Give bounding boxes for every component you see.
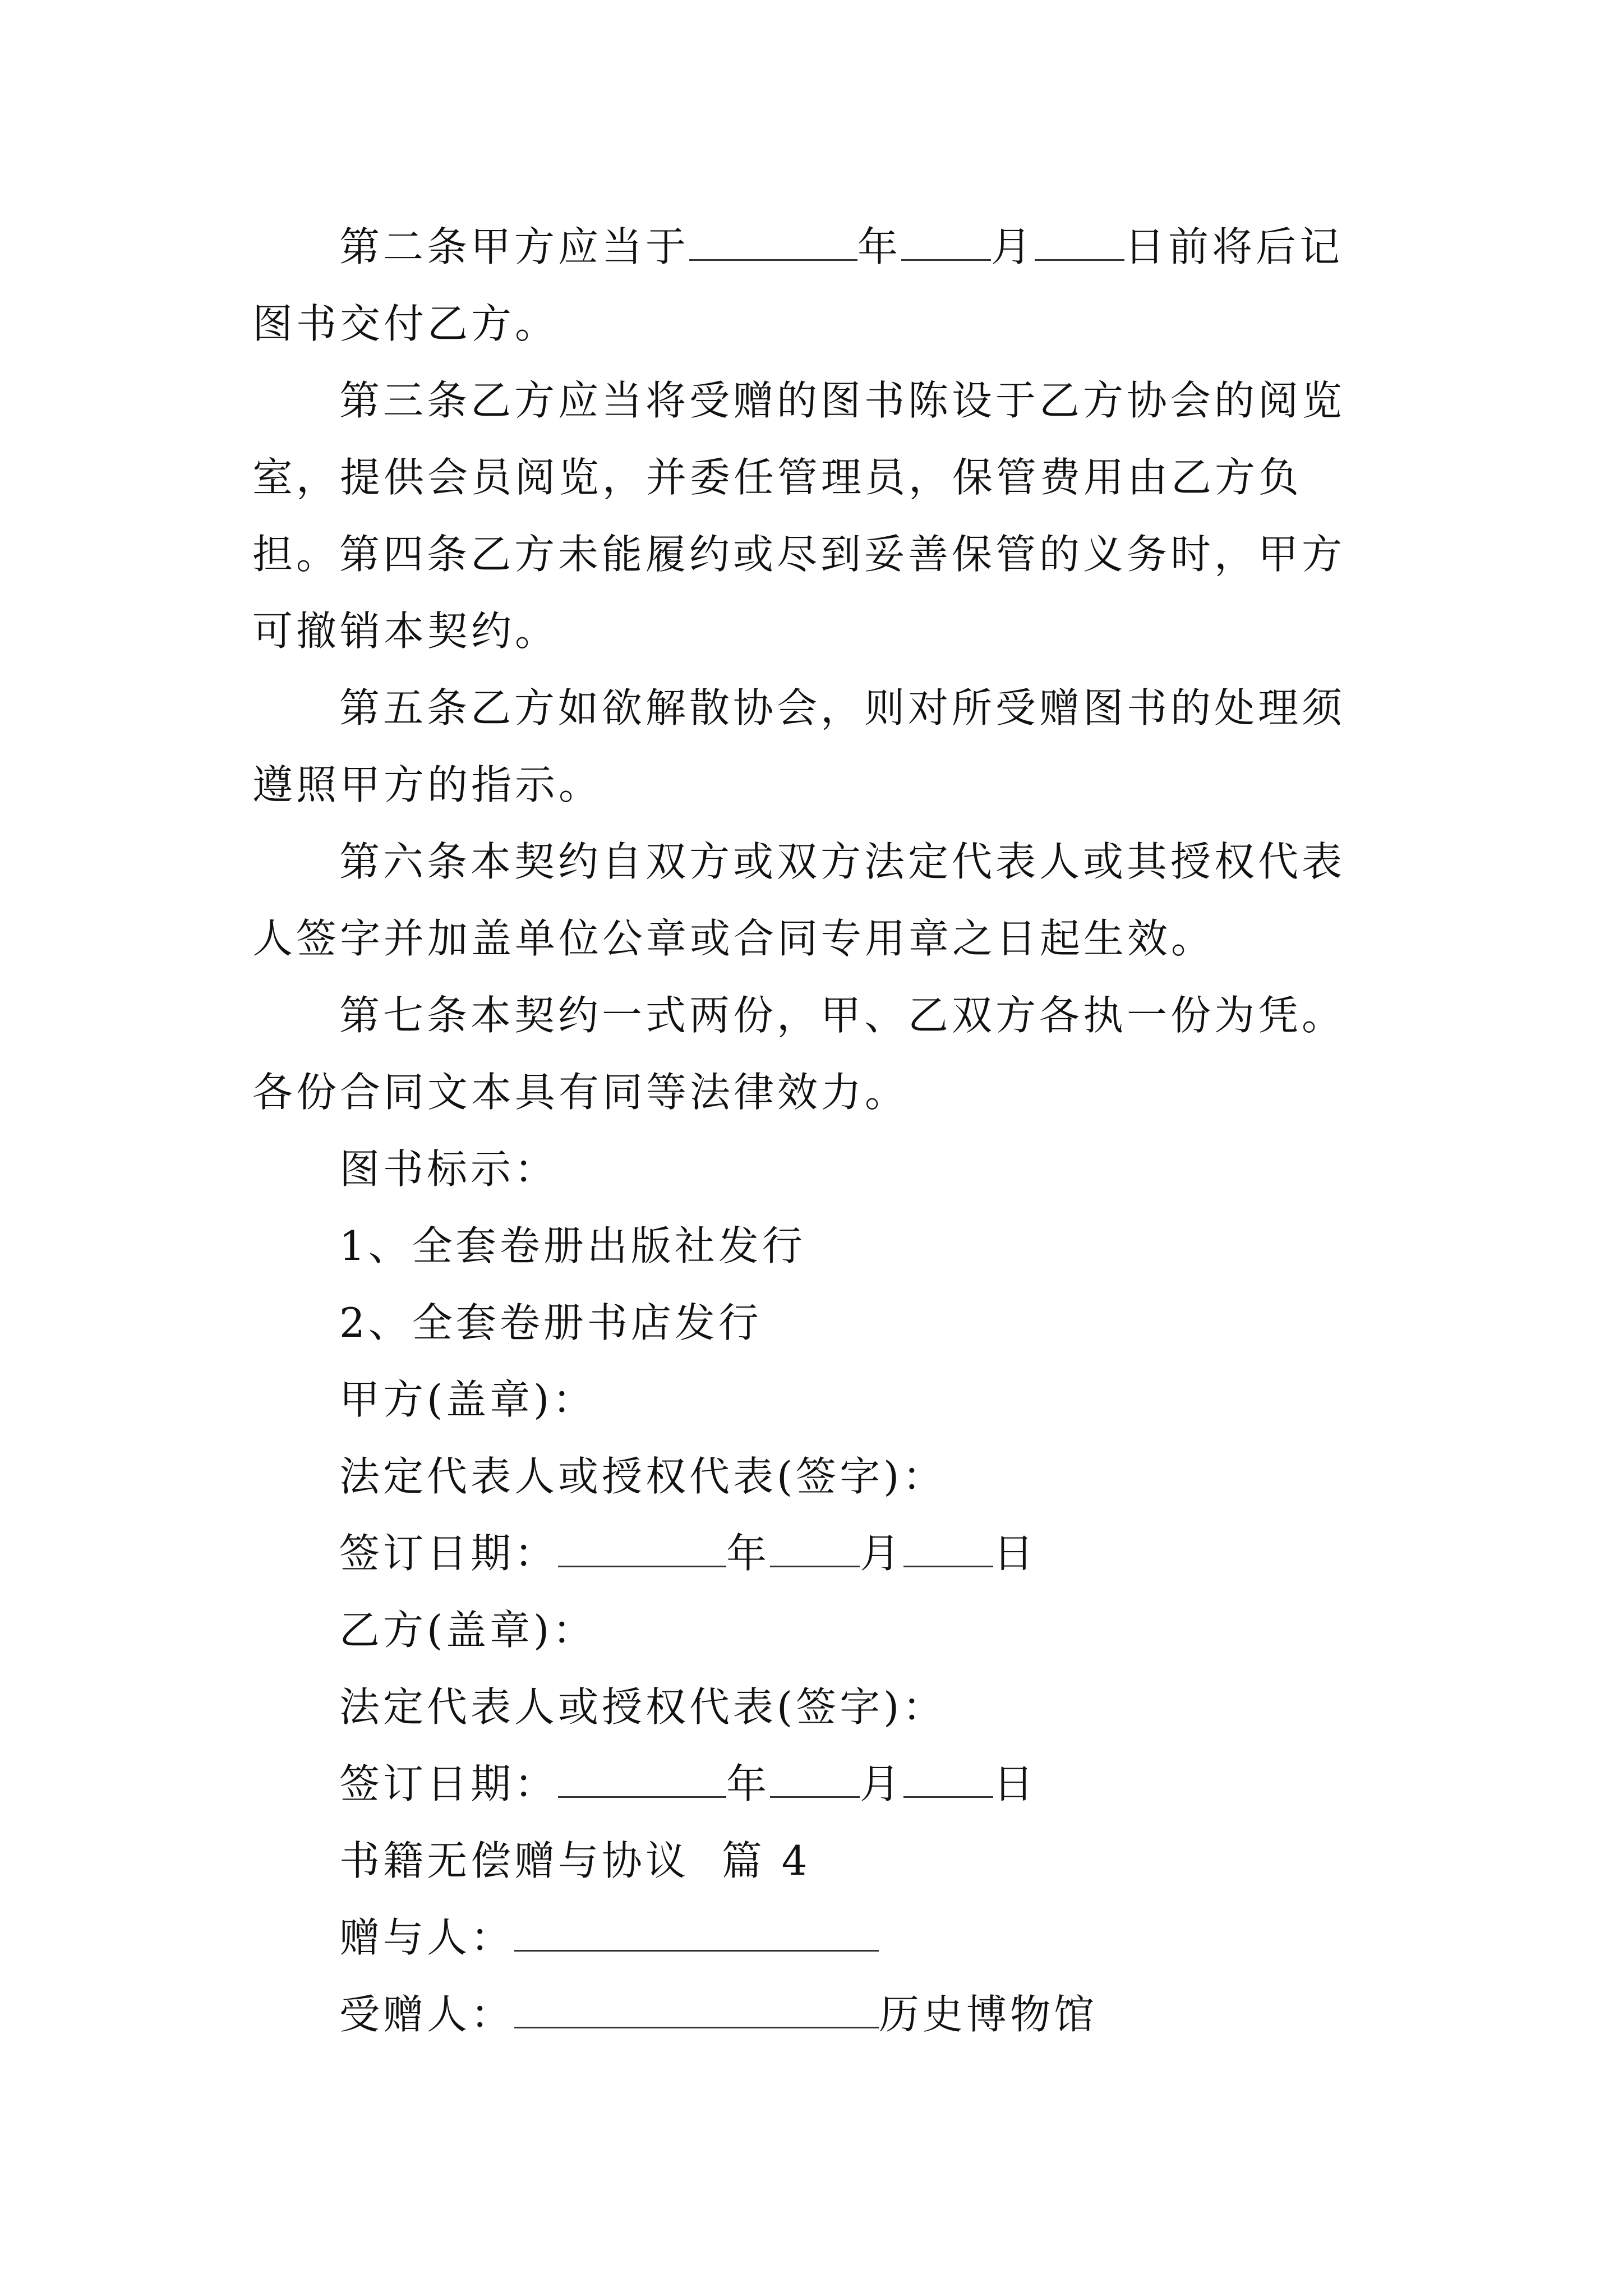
party-b-representative: 法定代表人或授权代表(签字)：: [339, 1683, 947, 1731]
day-blank[interactable]: [903, 1533, 993, 1567]
article-4: 第四条乙方未能履约或尽到妥善保管的义务时，甲方可撤销本契约。: [252, 531, 1346, 655]
book-list-item: 2、全套卷册书店发行: [339, 1299, 762, 1346]
book-list-heading: 图书标示：: [339, 1145, 559, 1193]
party-b-sign-date: 签订日期： 年 月 日: [339, 1760, 1038, 1807]
month-blank[interactable]: [901, 227, 991, 261]
article-3: 第三条乙方应当将受赠的图书陈设于乙方协会的阅览室，提供会员阅览，并委任管理员，保管费用由乙方负担。: [252, 377, 1346, 578]
year-blank[interactable]: [558, 1533, 726, 1567]
party-a-representative: 法定代表人或授权代表(签字)：: [339, 1453, 947, 1500]
month-blank[interactable]: [770, 1533, 860, 1567]
article-6: 第六条本契约自双方或双方法定代表人或其授权代表人签字并加盖单位公章或合同专用章之日起生效。: [252, 838, 1346, 962]
party-a-sign-date: 签订日期： 年 月 日: [339, 1530, 1038, 1577]
year-blank[interactable]: [558, 1764, 726, 1798]
article-5: 第五条乙方如欲解散协会，则对所受赠图书的处理须遵照甲方的指示。: [252, 684, 1346, 808]
book-list-item: 1、全套卷册出版社发行: [339, 1222, 806, 1269]
day-blank[interactable]: [903, 1764, 993, 1798]
year-blank[interactable]: [689, 227, 857, 261]
donee-blank[interactable]: [514, 1994, 879, 2028]
article-2: 第二条甲方应当于 年 月 日前将后记图书交付乙方。: [252, 223, 1344, 347]
section-title: 书籍无偿赠与协议 篇 4: [339, 1837, 811, 1884]
donee-line: 受赠人： 历史博物馆: [339, 1991, 1098, 2038]
donor-blank[interactable]: [514, 1917, 879, 1952]
donor-line: 赠与人：: [339, 1899, 879, 1976]
party-a-seal: 甲方(盖章)：: [339, 1376, 597, 1423]
article-7: 第七条本契约一式两份，甲、乙双方各执一份为凭。各份合同文本具有同等法律效力。: [252, 992, 1346, 1116]
month-blank[interactable]: [770, 1764, 860, 1798]
party-b-seal: 乙方(盖章)：: [339, 1607, 597, 1654]
day-blank[interactable]: [1035, 227, 1124, 261]
